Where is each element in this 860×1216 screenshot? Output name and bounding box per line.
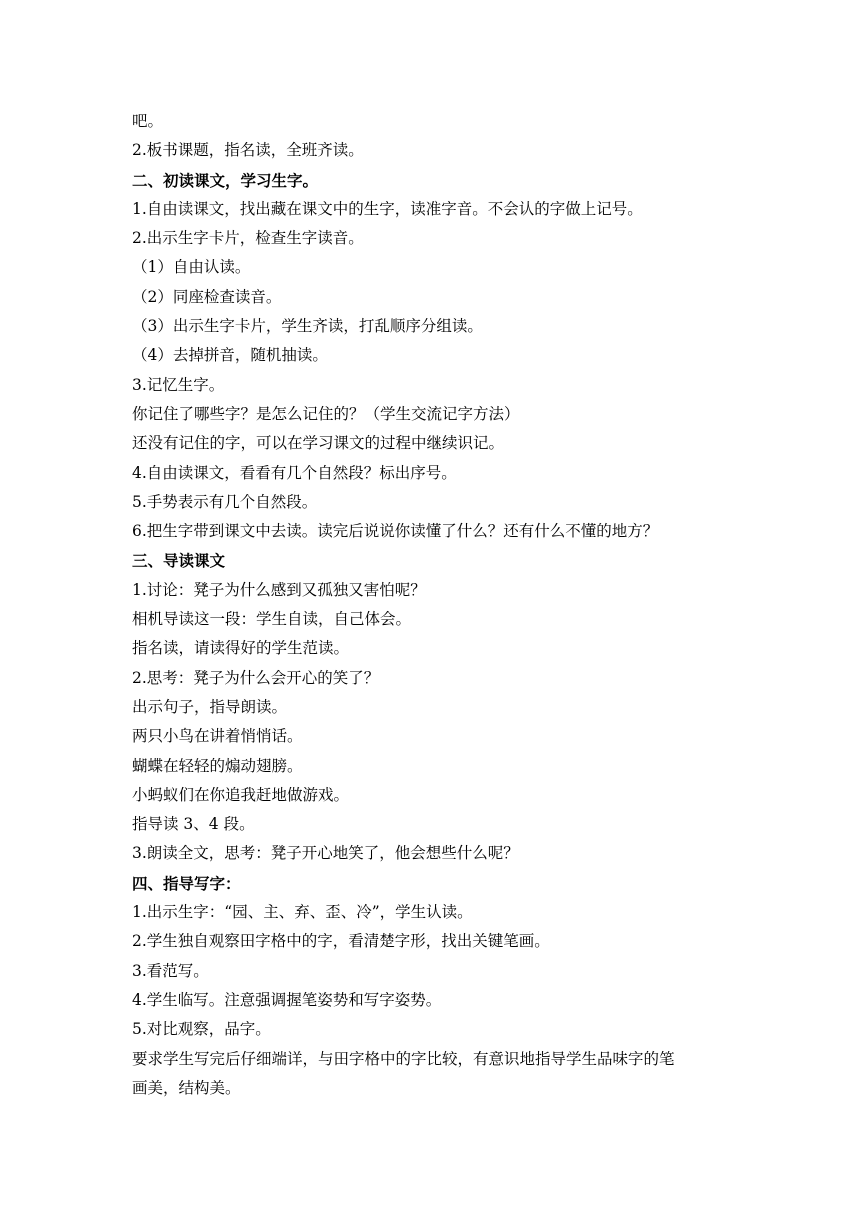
paragraph-line: （2）同座检查读音。 (132, 287, 282, 306)
paragraph-line: 画美，结构美。 (132, 1078, 241, 1097)
paragraph-line: 3.朗读全文，思考：凳子开心地笑了，他会想些什么呢？ (132, 844, 519, 863)
paragraph-line: 3.看范写。 (132, 961, 209, 980)
paragraph-line: 4.学生临写。注意强调握笔姿势和写字姿势。 (132, 990, 442, 1009)
paragraph-line: 2.出示生字卡片，检查生字读音。 (132, 229, 364, 248)
paragraph-line: 吧。 (132, 112, 164, 130)
paragraph-line: 相机导读这一段：学生自读，自己体会。 (132, 610, 412, 629)
paragraph-line: 1.自由读课文，找出藏在课文中的生字，读准字音。不会认的字做上记号。 (132, 199, 643, 218)
paragraph-line: 指名读，请读得好的学生范读。 (132, 639, 350, 658)
section-heading: 三、导读课文 (132, 551, 226, 571)
paragraph-line: 2.学生独自观察田字格中的字，看清楚字形，找出关键笔画。 (132, 932, 550, 951)
paragraph-line: 2.板书课题，指名读，全班齐读。 (132, 141, 364, 160)
paragraph-line: 5.对比观察，品字。 (132, 1020, 271, 1039)
paragraph-line: 要求学生写完后仔细端详，与田字格中的字比较，有意识地指导学生品味字的笔 (132, 1049, 675, 1068)
section-heading: 四、指导写字： (132, 873, 241, 893)
paragraph-line: 6.把生字带到课文中去读。读完后说说你读懂了什么？还有什么不懂的地方？ (132, 522, 659, 541)
paragraph-line: 还没有记住的字，可以在学习课文的过程中继续识记。 (132, 434, 505, 453)
paragraph-line: 3.记忆生字。 (132, 375, 225, 394)
paragraph-line: 你记住了哪些字？是怎么记住的？（学生交流记字方法） (132, 404, 520, 423)
paragraph-line: 小蚂蚁们在你追我赶地做游戏。 (132, 785, 350, 804)
paragraph-line: 2.思考：凳子为什么会开心的笑了？ (132, 668, 380, 687)
section-heading: 二、初读课文，学习生字。 (132, 170, 319, 190)
paragraph-line: 4.自由读课文，看看有几个自然段？标出序号。 (132, 463, 457, 482)
document-body (132, 107, 752, 1103)
paragraph-line: 两只小鸟在讲着悄悄话。 (132, 727, 303, 746)
paragraph-line: 蝴蝶在轻轻的煽动翅膀。 (132, 756, 303, 775)
paragraph-line: 出示句子，指导朗读。 (132, 697, 288, 716)
paragraph-line: （4）去掉拼音，随机抽读。 (132, 346, 328, 365)
paragraph-line: 指导读 3、4 段。 (132, 815, 255, 834)
paragraph-line: （1）自由认读。 (132, 258, 251, 277)
paragraph-line: （3）出示生字卡片，学生齐读，打乱顺序分组读。 (132, 317, 483, 336)
paragraph-line: 1.讨论：凳子为什么感到又孤独又害怕呢？ (132, 580, 426, 599)
paragraph-line: 1.出示生字：“园、主、弃、歪、冷”，学生认读。 (132, 903, 473, 922)
paragraph-line: 5.手势表示有几个自然段。 (132, 492, 318, 511)
